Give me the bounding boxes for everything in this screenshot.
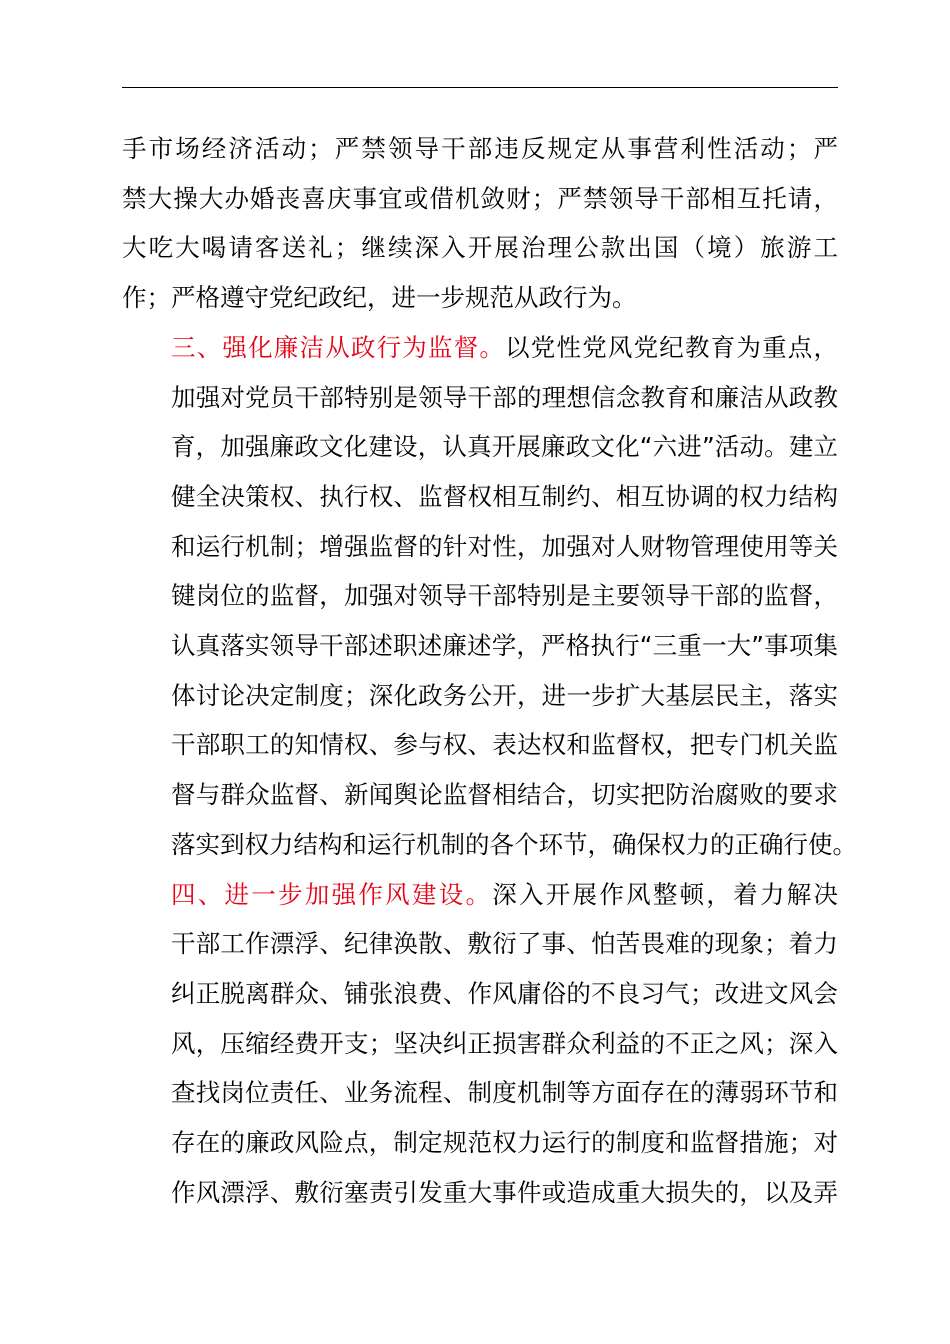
section-4-first-line-text: 深入开展作风整顿，着力解决 bbox=[492, 879, 838, 909]
document-body bbox=[122, 124, 857, 1217]
text-line: 认真落实领导干部述职述廉述学，严格执行“三重一大”事项集 bbox=[171, 631, 838, 661]
section-4-heading: 四、进一步加强作风建设。 bbox=[171, 879, 493, 909]
text-line: 和运行机制；增强监督的针对性，加强对人财物管理使用等关 bbox=[171, 531, 838, 561]
text-line: 育，加强廉政文化建设，认真开展廉政文化“六进”活动。建立 bbox=[171, 432, 838, 462]
text-line: 键岗位的监督，加强对领导干部特别是主要领导干部的监督， bbox=[171, 581, 838, 611]
section-3-heading: 三、强化廉洁从政行为监督。 bbox=[171, 332, 506, 362]
header-rule bbox=[122, 87, 838, 88]
text-line: 禁大操大办婚丧喜庆事宜或借机敛财；严禁领导干部相互托请， bbox=[122, 183, 838, 213]
section-4-paragraph bbox=[122, 870, 838, 1218]
text-line: 干部职工的知情权、参与权、表达权和监督权，把专门机关监 bbox=[171, 730, 838, 760]
text-line bbox=[122, 870, 838, 920]
text-line: 查找岗位责任、业务流程、制度机制等方面存在的薄弱环节和 bbox=[171, 1078, 838, 1108]
section-3-paragraph bbox=[122, 323, 857, 870]
paragraph-continuation bbox=[122, 124, 838, 323]
text-line: 干部工作漂浮、纪律涣散、敷衍了事、怕苦畏难的现象；着力 bbox=[171, 929, 838, 959]
text-line: 存在的廉政风险点，制定规范权力运行的制度和监督措施；对 bbox=[171, 1128, 838, 1158]
section-3-first-line-text: 以党性党风党纪教育为重点， bbox=[505, 332, 839, 362]
text-line: 体讨论决定制度；深化政务公开，进一步扩大基层民主，落实 bbox=[171, 680, 838, 710]
text-line: 健全决策权、执行权、监督权相互制约、相互协调的权力结构 bbox=[171, 481, 838, 511]
text-line: 纠正脱离群众、铺张浪费、作风庸俗的不良习气；改进文风会 bbox=[171, 978, 838, 1008]
text-line: 作风漂浮、敷衍塞责引发重大事件或造成重大损失的，以及弄 bbox=[171, 1177, 838, 1207]
text-line: 落实到权力结构和运行机制的各个环节，确保权力的正确行使。 bbox=[171, 829, 857, 859]
text-line: 大吃大喝请客送礼；继续深入开展治理公款出国（境）旅游工 bbox=[122, 233, 838, 263]
text-line: 手市场经济活动；严禁领导干部违反规定从事营利性活动；严 bbox=[122, 134, 838, 163]
text-line: 风，压缩经费开支；坚决纠正损害群众利益的不正之风；深入 bbox=[171, 1028, 838, 1058]
text-line: 督与群众监督、新闻舆论监督相结合，切实把防治腐败的要求 bbox=[171, 780, 838, 810]
text-line: 作；严格遵守党纪政纪，进一步规范从政行为。 bbox=[122, 283, 637, 313]
text-line bbox=[122, 323, 838, 373]
text-line: 加强对党员干部特别是领导干部的理想信念教育和廉洁从政教 bbox=[171, 382, 838, 412]
